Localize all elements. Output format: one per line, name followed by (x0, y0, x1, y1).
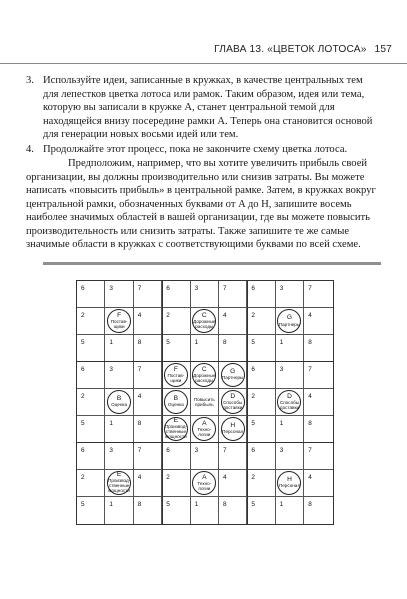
cell-topic: Постав-щики (110, 319, 128, 330)
lotus-cell (77, 470, 105, 497)
cell-number: 2 (251, 392, 255, 400)
lotus-cell (162, 416, 190, 443)
cell-number: 5 (81, 338, 85, 346)
cell-topic: Техно-логии (197, 426, 212, 437)
block-divider-horizontal (77, 442, 333, 443)
lotus-cell (162, 335, 190, 362)
lotus-cell (219, 416, 247, 443)
cell-number: 2 (81, 473, 85, 481)
lotus-cell (105, 362, 133, 389)
cell-topic: Оценка (167, 402, 184, 408)
lotus-cell (247, 308, 275, 335)
lotus-cell (276, 497, 304, 524)
cell-number: 4 (308, 392, 312, 400)
lotus-cell (304, 416, 332, 443)
cell-number: 7 (308, 446, 312, 454)
cell-number: 8 (308, 419, 312, 427)
cell-number: 6 (251, 365, 255, 373)
lotus-cell (105, 389, 133, 416)
cell-number: 6 (81, 365, 85, 373)
lotus-cell (219, 443, 247, 470)
cell-number: 5 (81, 500, 85, 508)
lotus-cell (162, 308, 190, 335)
cell-topic: Дорожные расходы (193, 372, 216, 383)
lotus-cell (105, 281, 133, 308)
lotus-cell (276, 308, 304, 335)
lotus-cell (105, 416, 133, 443)
cell-letter: C (201, 311, 207, 319)
cell-number: 5 (251, 338, 255, 346)
lotus-cell (134, 443, 162, 470)
cell-topic: Производ-ственные мощности (108, 478, 131, 494)
lotus-cell (304, 470, 332, 497)
lotus-cell (304, 308, 332, 335)
header-rule (0, 63, 407, 64)
lotus-cell (134, 362, 162, 389)
cell-number: 8 (223, 500, 227, 508)
lotus-cell (134, 281, 162, 308)
lotus-cell (304, 497, 332, 524)
cell-letter: A (202, 473, 207, 481)
running-head (214, 44, 392, 55)
cell-number: 6 (81, 285, 85, 292)
cell-topic: Партнеры (222, 375, 244, 381)
lotus-cell (162, 497, 190, 524)
cell-letter: E (173, 417, 179, 425)
cell-number: 2 (81, 311, 85, 319)
cell-number: 1 (194, 338, 199, 346)
lotus-cell (77, 443, 105, 470)
cell-number: 7 (137, 285, 142, 292)
lotus-cell (247, 362, 275, 389)
lotus-cell (191, 416, 219, 443)
block-divider-horizontal (77, 361, 333, 362)
cell-letter: B (116, 395, 122, 403)
lotus-cell (162, 443, 190, 470)
cell-letter: G (230, 368, 236, 376)
lotus-cell (191, 308, 219, 335)
cell-topic: Повысить прибыль (193, 396, 215, 407)
cell-number: 3 (279, 365, 284, 373)
cell-number: 1 (109, 500, 113, 508)
list-item-number: 3. (26, 75, 34, 86)
list-item-4 (26, 143, 376, 157)
cell-number: 7 (137, 446, 142, 454)
block-divider-vertical (162, 281, 163, 524)
cell-number: 2 (251, 473, 255, 481)
lotus-cell (105, 497, 133, 524)
cell-topic: Способы доставки (279, 399, 300, 410)
cell-number: 4 (223, 311, 227, 319)
cell-number: 2 (166, 473, 170, 481)
example-paragraph: Предположим, например, что вы хотите увеличить прибыль своей организации, вы должны производительно или снизив затраты. Вы можете написать «повысить прибыль» в центральной рамке. Затем, в кружках вокруг центральной рамки, обозначенных буквами от A до H, запишите восемь наиболее значимых областей в вашей организации, где вы можете повысить производительность или снизить затраты. Также запишите те же самые значимые области в кружках с соответствующими буквами по всей схеме. (26, 158, 376, 250)
lotus-cell (77, 335, 105, 362)
cell-number: 1 (109, 338, 113, 346)
cell-number: 1 (109, 419, 113, 427)
list-item-text: Продолжайте этот процесс, пока не закончите схему цветка лотоса. (43, 144, 348, 155)
cell-topic: Дорожные расходы (193, 319, 216, 330)
cell-topic: Техно-логии (197, 480, 212, 491)
lotus-blossom-diagram (76, 280, 334, 525)
cell-letter: D (287, 392, 292, 400)
cell-number: 1 (279, 500, 284, 508)
lotus-cell (77, 497, 105, 524)
lotus-cell (219, 470, 247, 497)
cell-number: 2 (166, 311, 170, 319)
lotus-cell (134, 416, 162, 443)
lotus-cell (134, 470, 162, 497)
list-item-number: 4. (26, 144, 34, 155)
cell-number: 4 (223, 473, 227, 481)
page-number: 157 (374, 44, 392, 55)
cell-number: 1 (194, 500, 199, 508)
lotus-cell (276, 470, 304, 497)
lotus-cell (219, 308, 247, 335)
lotus-cell (77, 308, 105, 335)
cell-number: 3 (194, 446, 199, 454)
cell-number: 8 (308, 500, 312, 508)
lotus-cell (304, 281, 332, 308)
lotus-cell (304, 362, 332, 389)
lotus-cell (247, 497, 275, 524)
lotus-cell (276, 416, 304, 443)
lotus-cell (276, 335, 304, 362)
lotus-cell (219, 335, 247, 362)
cell-number: 3 (279, 446, 284, 454)
cell-number: 2 (81, 392, 85, 400)
cell-number: 5 (166, 338, 170, 346)
lotus-cell (247, 281, 275, 308)
cell-number: 6 (251, 446, 255, 454)
lotus-cell (105, 443, 133, 470)
lotus-cell (219, 362, 247, 389)
lotus-cell (276, 389, 304, 416)
cell-topic: Партнеры (278, 321, 301, 327)
cell-number: 4 (308, 311, 312, 319)
list-item-3 (26, 74, 376, 142)
cell-letter: C (201, 365, 207, 373)
lotus-cell (304, 389, 332, 416)
cell-number: 3 (279, 285, 284, 292)
lotus-cell (304, 335, 332, 362)
lotus-cell (191, 389, 219, 416)
lotus-cell (162, 362, 190, 389)
lotus-cell (162, 389, 190, 416)
cell-number: 7 (308, 365, 312, 373)
block-divider-vertical (247, 281, 248, 524)
lotus-cell (77, 389, 105, 416)
cell-number: 4 (137, 473, 142, 481)
cell-number: 2 (251, 311, 255, 319)
lotus-cell (134, 389, 162, 416)
cell-number: 4 (137, 311, 142, 319)
cell-number: 8 (137, 419, 142, 427)
cell-topic: Оценка (111, 402, 128, 408)
cell-letter: H (287, 476, 292, 484)
cell-number: 8 (137, 338, 142, 346)
cell-number: 6 (251, 285, 255, 292)
cell-number: 5 (166, 500, 170, 508)
lotus-cell (219, 389, 247, 416)
cell-topic: Постав-щики (167, 372, 185, 383)
lotus-cell (134, 308, 162, 335)
lotus-cell (191, 335, 219, 362)
cell-letter: H (230, 422, 236, 430)
lotus-cell (276, 281, 304, 308)
lotus-cell (77, 281, 105, 308)
cell-number: 3 (194, 285, 199, 292)
cell-number: 7 (223, 285, 227, 292)
cell-number: 3 (109, 285, 113, 292)
cell-number: 4 (308, 473, 312, 481)
lotus-cell (162, 281, 190, 308)
lotus-cell (276, 362, 304, 389)
cell-topic: Персонал (222, 429, 244, 435)
lotus-cell (219, 281, 247, 308)
chapter-title: ГЛАВА 13. «ЦВЕТОК ЛОТОСА» (214, 44, 367, 55)
lotus-cell (105, 308, 133, 335)
section-divider (43, 262, 381, 265)
cell-number: 7 (137, 365, 142, 373)
lotus-cell (247, 443, 275, 470)
cell-number: 8 (137, 500, 142, 508)
lotus-cell (134, 335, 162, 362)
cell-topic: Производ-ственные мощности (164, 424, 187, 440)
cell-number: 6 (166, 446, 170, 454)
lotus-cell (191, 443, 219, 470)
cell-number: 7 (223, 446, 227, 454)
lotus-cell (247, 335, 275, 362)
cell-number: 1 (279, 419, 284, 427)
cell-number: 6 (166, 285, 170, 292)
cell-topic: Способы доставки (223, 399, 243, 410)
lotus-cell (134, 497, 162, 524)
lotus-cell (276, 443, 304, 470)
cell-number: 8 (223, 338, 227, 346)
lotus-cell (247, 470, 275, 497)
cell-letter: F (117, 311, 122, 319)
lotus-cell (247, 416, 275, 443)
cell-letter: B (173, 395, 179, 403)
cell-number: 3 (109, 446, 113, 454)
cell-number: 4 (137, 392, 142, 400)
lotus-cell (191, 470, 219, 497)
cell-number: 8 (308, 338, 312, 346)
lotus-cell (191, 281, 219, 308)
cell-letter: F (173, 365, 178, 373)
cell-number: 3 (109, 365, 113, 373)
cell-letter: G (286, 314, 293, 322)
cell-number: 1 (279, 338, 284, 346)
lotus-cell (247, 389, 275, 416)
lotus-cell (219, 497, 247, 524)
cell-number: 7 (308, 285, 312, 292)
cell-letter: D (230, 392, 236, 400)
cell-letter: E (116, 471, 122, 479)
cell-number: 5 (251, 500, 255, 508)
list-item-text: Используйте идеи, записанные в кружках, в качестве центральных тем для лепестков цветка лотоса или рамок. Таким образом, идея или тема, которую вы записали в кружке A, станет центральной темой для находящейся внизу посередине рамки A. Теперь она становится основой для генерации новых восьми идей или тем. (43, 75, 373, 140)
lotus-cell (77, 416, 105, 443)
lotus-cell (105, 335, 133, 362)
cell-number: 5 (251, 419, 255, 427)
lotus-cell (162, 470, 190, 497)
cell-topic: Персонал (278, 483, 301, 489)
lotus-cell (77, 362, 105, 389)
lotus-cell (304, 443, 332, 470)
lotus-cell (191, 362, 219, 389)
lotus-cell (105, 470, 133, 497)
cell-number: 6 (81, 446, 85, 454)
cell-number: 5 (81, 419, 85, 427)
lotus-cell (191, 497, 219, 524)
cell-letter: A (202, 419, 207, 427)
